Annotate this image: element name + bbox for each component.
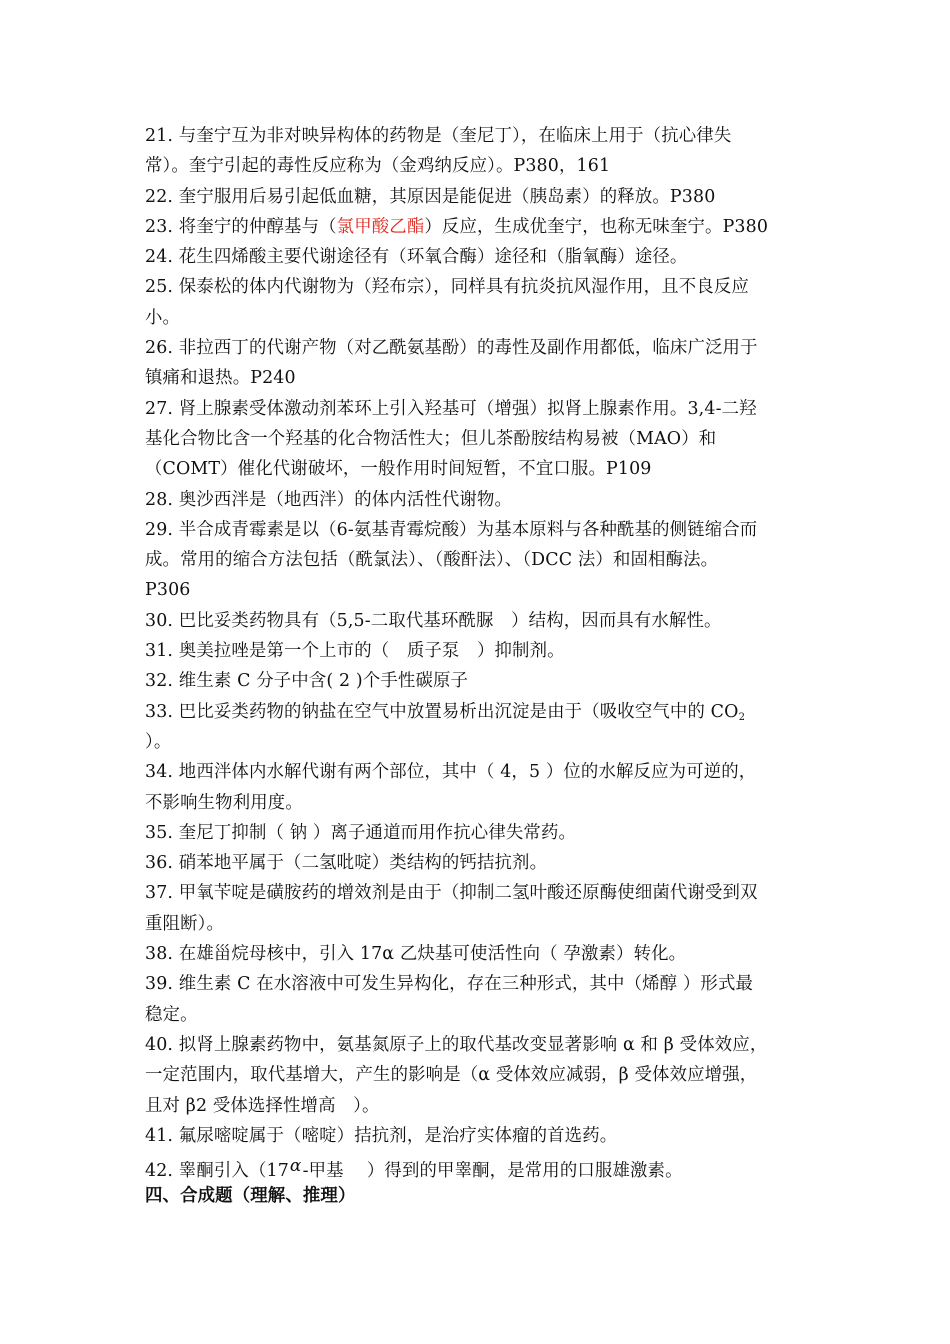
text-line: 基化合物比含一个羟基的化合物活性大；但儿茶酚胺结构易被（MAO）和 [145, 428, 717, 449]
text-line: 28. 奥沙西泮是（地西泮）的体内活性代谢物。 [145, 489, 513, 510]
text-line: 29. 半合成青霉素是以（6-氨基青霉烷酸）为基本原料与各种酰基的侧链缩合而 [145, 519, 758, 540]
text-segment: 23. 将奎宁的仲醇基与（ [145, 216, 337, 237]
text-line: 不影响生物利用度。 [145, 792, 303, 813]
text-line: 41. 氟尿嘧啶属于（嘧啶）拮抗剂，是治疗实体瘤的首选药。 [145, 1125, 618, 1146]
text-segment: 33. 巴比妥类药物的钠盐在空气中放置易析出沉淀是由于（吸收空气中的 CO [145, 701, 739, 722]
alpha-symbol: α [289, 1156, 302, 1177]
text-line: 38. 在雄甾烷母核中，引入 17α 乙炔基可使活性向（ 孕激素）转化。 [145, 944, 687, 965]
document-body [145, 121, 825, 1212]
text-line: 小。 [145, 307, 181, 328]
text-line: 27. 肾上腺素受体激动剂苯环上引入羟基可（增强）拟肾上腺素作用。3,4-二羟 [145, 398, 757, 419]
text-segment: ）反应，生成优奎宁，也称无味奎宁。P380 [424, 216, 769, 237]
text-line: 且对 β2 受体选择性增高 ）。 [145, 1095, 380, 1116]
text-line: 31. 奥美拉唑是第一个上市的（ 质子泵 ）抑制剂。 [145, 641, 565, 662]
text-line: 稳定。 [145, 1004, 198, 1025]
text-line: 35. 奎尼丁抑制（ 钠 ）离子通道而用作抗心律失常药。 [145, 822, 577, 843]
text-line: 30. 巴比妥类药物具有（5,5-二取代基环酰脲 ）结构，因而具有水解性。 [145, 610, 722, 631]
text-line: 34. 地西泮体内水解代谢有两个部位，其中（ 4，5 ）位的水解反应为可逆的， [145, 762, 757, 783]
text-line: 24. 花生四烯酸主要代谢途径有（环氧合酶）途径和（脂氧酶）途径。 [145, 247, 688, 268]
text-line: 镇痛和退热。P240 [145, 368, 296, 389]
text-line: 重阻断）。 [145, 913, 225, 934]
text-line: ）。 [145, 731, 172, 752]
text-line: 36. 硝苯地平属于（二氢吡啶）类结构的钙拮抗剂。 [145, 853, 548, 874]
text-line [145, 1151, 825, 1181]
text-line: 37. 甲氧苄啶是磺胺药的增效剂是由于（抑制二氢叶酸还原酶使细菌代谢受到双 [145, 883, 758, 904]
text-line: 25. 保泰松的体内代谢物为（羟布宗），同样具有抗炎抗风湿作用，且不良反应 [145, 277, 749, 298]
text-line: 一定范围内，取代基增大，产生的影响是（α 受体效应减弱，β 受体效应增强， [145, 1065, 758, 1086]
text-line: 成。常用的缩合方法包括（酰氯法）、（酸酐法）、（DCC 法）和固相酶法。 [145, 550, 719, 571]
text-segment: -甲基 ）得到的甲睾酮，是常用的口服雄激素。 [302, 1161, 683, 1182]
text-line: 40. 拟肾上腺素药物中，氨基氮原子上的取代基改变显著影响 α 和 β 受体效应， [145, 1034, 768, 1055]
text-line [145, 697, 825, 727]
text-line: 常）。奎宁引起的毒性反应称为（金鸡纳反应）。P380，161 [145, 156, 611, 177]
section-heading: 四、合成题（理解、推理） [145, 1186, 356, 1207]
text-line: （COMT）催化代谢破坏，一般作用时间短暂，不宜口服。P109 [145, 459, 652, 480]
text-line [145, 212, 825, 242]
highlighted-answer: 氯甲酸乙酯 [336, 216, 425, 237]
text-line: 22. 奎宁服用后易引起低血糖，其原因是能促进（胰岛素）的释放。P380 [145, 186, 716, 207]
text-line: 32. 维生素 C 分子中含( 2 )个手性碳原子 [145, 671, 469, 692]
text-line: 21. 与奎宁互为非对映异构体的药物是（奎尼丁），在临床上用于（抗心律失 [145, 126, 732, 146]
text-line: P306 [145, 580, 191, 601]
text-line: 26. 非拉西丁的代谢产物（对乙酰氨基酚）的毒性及副作用都低，临床广泛用于 [145, 338, 758, 359]
text-line: 39. 维生素 C 在水溶液中可发生异构化，存在三种形式，其中（烯醇 ）形式最 [145, 974, 754, 995]
subscript: 2 [738, 711, 746, 723]
text-segment: 42. 睾酮引入（17 [145, 1161, 289, 1182]
